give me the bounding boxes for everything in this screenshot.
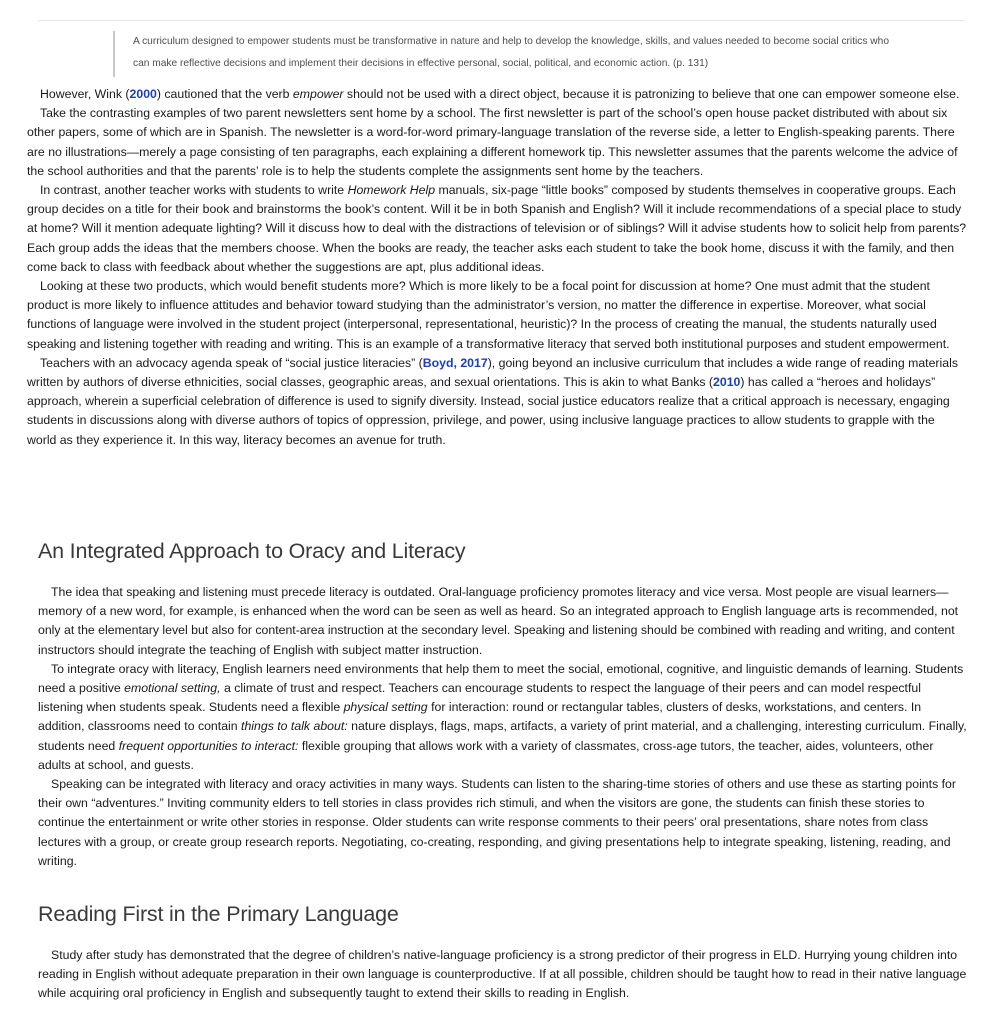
paragraph-environments xyxy=(38,660,968,775)
text-run: flexible grouping that allows work with a variety of classmates, cross-age tutors, the teacher, aides, volunteers, other adults at school, and guests. xyxy=(38,738,934,772)
paragraph-newsletters: Take the contrasting examples of two parent newsletters sent home by a school. The first newsletter is part of the school’s open house packet distributed with about six other papers, some of which are in Spanish. The newsletter is a word-for-word primary-language translation of the reverse side, a letter to English-speaking parents. There are no illustrations—merely a page consisting of ten paragraphs, each explaining a different homework tip. This newsletter assumes that the parents welcome the advice of the school authorities and that the parents’ role is to help the students complete the assignments sent home by the teachers. xyxy=(27,106,958,178)
emphasis-things-to-talk-about: things to talk about: xyxy=(241,719,348,734)
text-run: To integrate oracy with literacy, English learners need environments that help them to meet the social, emotional, cognitive, and linguistic demands of learning. Students need a positive xyxy=(38,661,964,696)
emphasis-empower: empower xyxy=(292,87,344,101)
paragraph-speaking-integrated: Speaking can be integrated with literacy and oracy activities in many ways. Students can listen to the sharing-time stories of others and use these as starting points for their own “adventures.” Inviting community elders to tell stories in class provides rich stimuli, and when the visitors are gone, the students can finish these stories to continue the entertainment or write other stories in response. Older students can write response comments to their peers’ oral presentations, share notes from class lectures with a group, or create group research reports. Negotiating, co-creating, responding, and giving presentations help to integrate speaking, listening, reading, and writing. xyxy=(38,777,956,868)
section-oracy-literacy xyxy=(38,583,968,871)
heading-reading-first: Reading First in the Primary Language xyxy=(38,902,399,926)
paragraph-outdated: The idea that speaking and listening must precede literacy is outdated. Oral-language proficiency promotes literacy and vice versa. Most people are visual learners—memory of a new word, for example, is enhanced when the word can be seen as well as heard. So an integrated approach to English language arts is recommended, not only at the elementary level but also for content-area instruction at the secondary level. Speaking and listening should be combined with reading and writing, and content instructors should integrate the teaching of English with subject matter instruction. xyxy=(38,585,959,657)
section-empowerment xyxy=(27,85,967,450)
text-run: should not be used with a direct object, because it is patronizing to believe that one can empower someone else. xyxy=(343,87,960,101)
citation-link-wink-2000[interactable]: 2000 xyxy=(129,87,157,101)
citation-link-banks-2010[interactable]: 2010 xyxy=(713,375,741,390)
text-run: ) has called a “heroes and holidays” approach, wherein a superficial celebration of difference is used to signify diversity. Instead, social justice educators realize that a critical approach is necessary, engaging students in discussions along with diverse authors of topics of oppression, privilege, and power, using inclusive language practices to allow students to grapple with the world as they experience it. In this way, literacy becomes an avenue for truth. xyxy=(27,375,950,447)
quote-line-2: can make reflective decisions and implement their decisions in effective personal, social, political, and economic action. (p. 131) xyxy=(133,58,709,70)
block-quote xyxy=(113,31,993,77)
top-divider xyxy=(38,20,964,21)
section-reading-first xyxy=(38,946,968,1004)
emphasis-emotional-setting: emotional setting, xyxy=(124,681,221,696)
paragraph-social-justice xyxy=(27,354,967,450)
paragraph-study-after-study: Study after study has demonstrated that the degree of children’s native-language proficiency is a strong predictor of their progress in ELD. Hurrying young children into reading in English without adequate preparation in their own language is counterproductive. If at all possible, children should be taught how to read in their native language while acquiring oral proficiency in English and subsequently taught to extend their skills to reading in English. xyxy=(38,948,967,1001)
heading-oracy-literacy: An Integrated Approach to Oracy and Literacy xyxy=(38,539,466,563)
citation-link-boyd-2017[interactable]: Boyd, 2017 xyxy=(422,355,488,370)
paragraph-wink xyxy=(27,85,967,104)
quote-line-1: A curriculum designed to empower students must be transformative in nature and help to develop the knowledge, skills, and values needed to become social critics who xyxy=(133,36,889,48)
text-run: Teachers with an advocacy agenda speak of “social justice literacies” ( xyxy=(40,355,423,370)
paragraph-two-products: Looking at these two products, which would benefit students more? Which is more likely to be a focal point for discussion at home? One must admit that the student product is more likely to influence attitudes and behavior toward studying than the administrator’s version, no matter the difference in expertise. Moreover, what social functions of language were involved in the student project (interpersonal, representational, heuristic)? In the process of creating the manual, the students naturally used speaking and listening together with reading and writing. This is an example of a transformative literacy that served both institutional purposes and student empowerment. xyxy=(27,279,950,351)
emphasis-frequent-opportunities: frequent opportunities to interact: xyxy=(118,738,299,753)
emphasis-homework-help: Homework Help xyxy=(347,183,436,198)
text-run: nature displays, flags, maps, artifacts, a variety of print material, and a challenging, interesting curriculum. Finally, students need xyxy=(38,719,967,753)
text-run: ), going beyond an inclusive curriculum that includes a wide range of reading materials written by authors of diverse ethnicities, social classes, geographic areas, and sexual orientations. This is akin to what Banks ( xyxy=(27,355,958,390)
text-run: manuals, six-page “little books” composed by students themselves in cooperative groups. Each group decides on a title for their book and brainstorms the book’s content. Will it be in both Spanish and English? Will it include recommendations of a special place to study at home? Will it mention adequate lighting? Will it discuss how to deal with the distractions of television or of siblings? Will it advise students how to solicit help from parents? Each group adds the ideas that the members choose. When the books are ready, the teacher asks each student to take the book home, discuss it with the family, and then come back to class with feedback about whether the suggestions are apt, plus additional ideas. xyxy=(27,183,967,274)
text-run: However, Wink ( xyxy=(40,87,130,101)
text-run: a climate of trust and respect. Teachers can encourage students to respect the language of their peers and can model respectful listening when students speak. Students need a flexible xyxy=(38,681,921,715)
text-run: In contrast, another teacher works with students to write xyxy=(40,183,348,198)
text-run: for interaction: round or rectangular tables, clusters of desks, workstations, and centers. In addition, classrooms need to contain xyxy=(38,700,922,734)
paragraph-homework-help xyxy=(27,181,967,277)
text-run: ) cautioned that the verb xyxy=(156,87,293,101)
emphasis-physical-setting: physical setting xyxy=(343,700,428,715)
